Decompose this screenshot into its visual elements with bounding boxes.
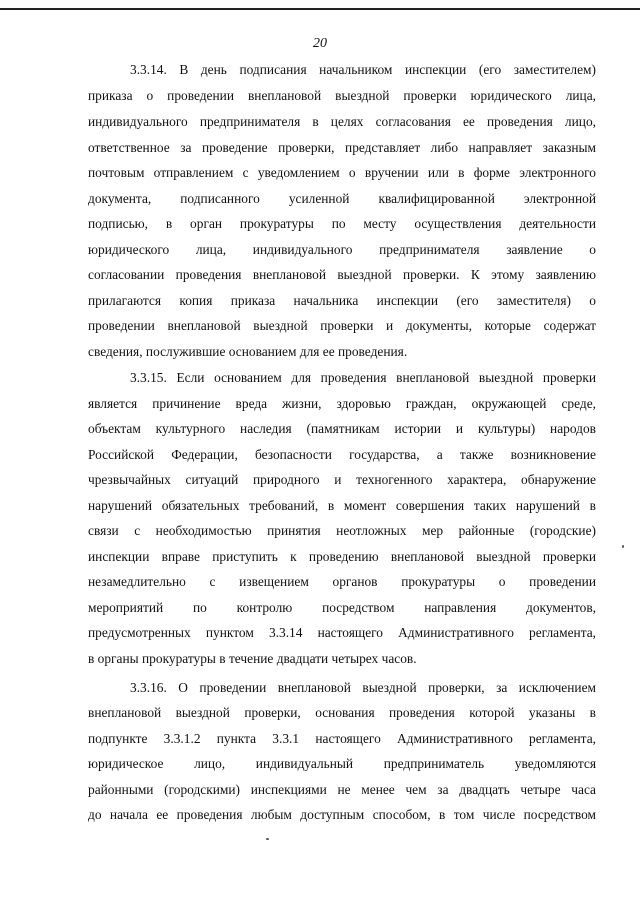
text-line: юридическое лицо, индивидуальный предприниматель уведомляются [88,756,596,771]
text-line: почтовым отправлением с уведомлением о вручении или в форме электронного [88,165,596,180]
text-line: подпункте 3.3.1.2 пункта 3.3.1 настоящего Административного регламента, [88,731,596,746]
text-line: до начала ее проведения любым доступным способом, в том числе посредством [88,807,596,822]
text-line: предусмотренных пунктом 3.3.14 настоящего Административного регламента, [88,625,596,640]
text-line: Российской Федерации, безопасности государства, а также возникновение [88,447,596,462]
text-line: 3.3.16. О проведении внеплановой выездной проверки, за исключением [130,680,596,695]
top-border-line [0,8,640,10]
text-line: сведения, послужившие основанием для ее проведения. [88,344,408,359]
text-line: 3.3.14. В день подписания начальником инспекции (его заместителем) [130,62,596,77]
text-line: нарушений обязательных требований, в момент совершения таких нарушений в [88,498,596,513]
text-line: 3.3.15. Если основанием для проведения внеплановой выездной проверки [130,370,596,385]
text-line: приказа о проведении внеплановой выездной проверки юридического лица, [88,88,596,103]
text-line: внеплановой выездной проверки, основания проведения которой указаны в [88,705,596,720]
text-line: объектам культурного наследия (памятникам истории и культуры) народов [88,421,596,436]
text-line: индивидуального предпринимателя в целях согласования ее проведения лицо, [88,114,596,129]
text-line: является причинение вреда жизни, здоровью граждан, окружающей среде, [88,396,596,411]
text-line: подписью, в орган прокуратуры по месту осуществления деятельности [88,216,596,231]
text-line: согласовании проведения внеплановой выездной проверки. К этому заявлению [88,267,596,282]
text-line: незамедлительно с извещением органов прокуратуры о проведении [88,574,596,589]
text-line: чрезвычайных ситуаций природного и техногенного характера, обнаружение [88,472,596,487]
text-line: ответственное за проведение проверки, представляет либо направляет заказным [88,140,596,155]
scan-speck [622,545,624,548]
text-line: прилагаются копия приказа начальника инспекции (его заместителя) о [88,293,596,308]
text-line: районными (городскими) инспекциями не менее чем за двадцать четыре часа [88,782,596,797]
text-line: юридического лица, индивидуального предпринимателя заявление о [88,242,596,257]
text-line: в органы прокуратуры в течение двадцати четырех часов. [88,651,417,666]
text-line: мероприятий по контролю посредством направления документов, [88,600,596,615]
text-line: связи с необходимостью принятия неотложных мер районные (городские) [88,523,596,538]
text-line: документа, подписанного усиленной квалифицированной электронной [88,191,596,206]
scan-speck [266,838,269,840]
page-number: 20 [313,36,327,51]
text-line: инспекции вправе приступить к проведению внеплановой выездной проверки [88,549,596,564]
text-line: проведении внеплановой выездной проверки и документы, которые содержат [88,318,596,333]
